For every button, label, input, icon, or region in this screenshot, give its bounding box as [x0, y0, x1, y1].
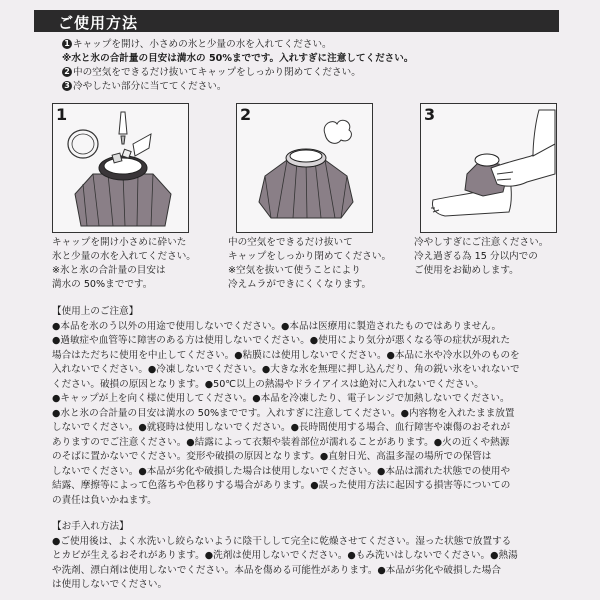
ice-bag-closed-icon [237, 104, 372, 232]
caption-line: キャップをしっかり閉めてください。 [228, 251, 392, 262]
intro-line [62, 38, 562, 52]
caption-line: キャップを開け小さめに砕いた [52, 237, 187, 248]
section-header [34, 10, 559, 32]
ice-bag-on-foot-icon [421, 104, 556, 232]
caption-line: 中の空気をできるだけ抜いて [228, 237, 353, 248]
usage-cautions [52, 305, 562, 508]
step-number-badge: 1 [62, 39, 72, 49]
caution-line: の責任は負いかねます。 [52, 494, 157, 506]
intro-line [62, 66, 562, 80]
page-title: ご使用方法 [58, 14, 139, 32]
step-1-illustration [52, 103, 189, 233]
step-number-badge: 3 [62, 81, 72, 91]
caution-line: ください。破損の原因となります。●50℃以上の熱湯やドライアイスは絶対に入れないでください。 [52, 378, 484, 390]
caution-line: のそばに置かないでください。変形や破損の原因となります。●直射日光、高温多湿の場所での保管は [52, 451, 492, 462]
caution-line: ●キャップが上を向く様に使用してください。●本品を冷凍したり、電子レンジで加熱しないでください。 [52, 393, 510, 404]
step-2-caption [228, 236, 391, 292]
caution-line: ●本品を氷のう以外の用途で使用しないでください。●本品は医療用に製造されたものではありません。 [52, 320, 502, 332]
caution-line: 場合はただちに使用を中止してください。●粘膜には使用しないでください。●本品に氷や冷水以外のものを [52, 349, 520, 361]
intro-text: ※水と氷の合計量の目安は満水の 50%までです。入れすぎに注意してください。 [62, 53, 414, 64]
step-number: 2 [240, 105, 252, 124]
step-number-badge: 2 [62, 67, 72, 77]
care-line: や洗剤、漂白剤は使用しないでください。本品を傷める可能性があります。●本品が劣化や破損した場合 [52, 564, 501, 576]
caution-line: 入れないでください。●冷凍しないでください。●大きな氷を無理に押し込んだり、角の鋭い氷をいれないで [52, 364, 520, 375]
step-number: 1 [56, 105, 68, 124]
care-line: ●ご使用後は、よく水洗いし絞らないように陰干しして完全に乾燥させてください。湿った状態で放置する [52, 535, 512, 547]
intro-instructions [62, 38, 562, 94]
care-line: とカビが生えるおそれがあります。●洗剤は使用しないでください。●もみ洗いはしないでください。●熱湯 [52, 550, 518, 561]
caption-line: 満水の 50%までです。 [52, 279, 153, 290]
intro-line [62, 52, 562, 66]
caption-line: 冷えムラができにくくなります。 [228, 279, 372, 290]
step-3-illustration [420, 103, 557, 233]
step-1-caption [52, 236, 196, 292]
caution-line: 結露、摩擦等によって色落ちや色移りする場合があります。●誤った使用方法に起因する損害等についての [52, 480, 511, 491]
step-2-illustration [236, 103, 373, 233]
intro-text: キャップを開け、小さめの氷と少量の水を入れてください。 [73, 39, 332, 50]
care-instructions [52, 520, 562, 593]
caption-line: ご使用をお勧めします。 [414, 265, 519, 276]
intro-text: 中の空気をできるだけ抜いてキャップをしっかり閉めてください。 [73, 67, 361, 78]
caption-line: 冷やしすぎにご注意ください。 [414, 237, 549, 248]
caution-line: ●過敏症や血管等に障害のある方は使用しないでください。●使用により気分が悪くなる等の症状が現れた [52, 335, 511, 346]
section-heading: 【使用上のご注意】 [52, 306, 139, 317]
ice-bag-fill-icon [53, 104, 188, 232]
intro-text: 冷やしたい部分に当ててください。 [73, 81, 227, 92]
step-3-caption [414, 236, 548, 278]
intro-line [62, 80, 562, 94]
section-heading: 【お手入れ方法】 [52, 521, 129, 532]
care-line: は使用しないでください。 [52, 579, 168, 590]
caution-line: しないでください。●本品が劣化や破損した場合は使用しないでください。●本品は濡れた状態での使用や [52, 465, 511, 477]
caution-line: ありますのでご注意ください。●結露によって衣類や装着部位が濡れることがあります。●火の近くや熱源 [52, 436, 510, 448]
caption-line: 氷と少量の水を入れてください。 [52, 251, 196, 262]
caption-line: 冷え過ぎる為 15 分以内での [414, 251, 538, 262]
caption-line: ※空気を抜いて使うことにより [228, 265, 361, 276]
caution-line: しないでください。●就寝時は使用しないでください。●長時間使用する場合、血行障害や凍傷のおそれが [52, 422, 511, 433]
caution-line: ●水と氷の合計量の目安は満水の 50%までです。入れすぎに注意してください。●内容物を入れたまま放置 [52, 407, 515, 419]
step-number: 3 [424, 105, 436, 124]
caption-line: ※氷と氷の合計量の目安は [52, 265, 166, 276]
